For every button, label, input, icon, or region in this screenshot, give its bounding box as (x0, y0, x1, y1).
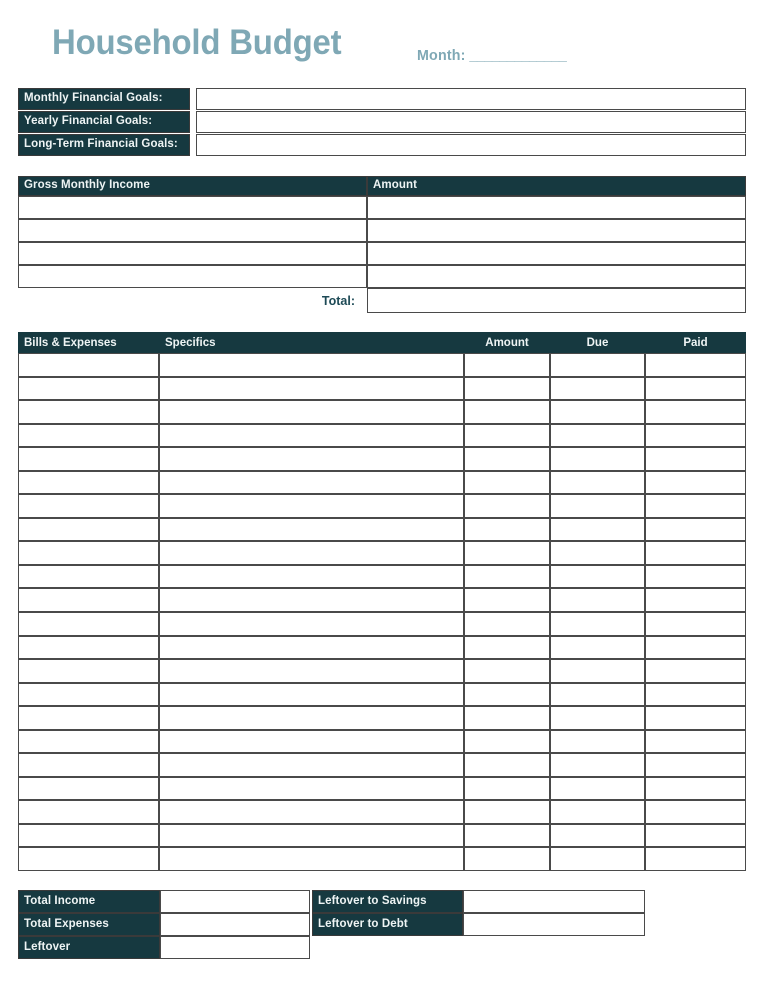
bill-cell[interactable] (18, 518, 159, 542)
month-label: Month: (417, 47, 466, 64)
specifics-cell[interactable] (159, 636, 464, 660)
specifics-cell[interactable] (159, 777, 464, 801)
bills-header-amount: Amount (464, 332, 550, 353)
bill-cell[interactable] (18, 659, 159, 683)
page-title: Household Budget (52, 23, 342, 62)
bill-cell[interactable] (18, 565, 159, 589)
table-row (18, 777, 746, 801)
amount-cell[interactable] (464, 471, 550, 495)
due-cell[interactable] (550, 541, 645, 565)
table-row (18, 730, 746, 754)
due-cell[interactable] (550, 447, 645, 471)
table-row (18, 424, 746, 448)
summary-value-leftover-to-debt[interactable] (463, 913, 645, 936)
summary-value-total-expenses[interactable] (160, 913, 310, 936)
bill-cell[interactable] (18, 612, 159, 636)
specifics-cell[interactable] (159, 565, 464, 589)
bill-cell[interactable] (18, 636, 159, 660)
paid-cell[interactable] (645, 353, 746, 377)
bill-cell[interactable] (18, 494, 159, 518)
income-source-cell[interactable] (18, 196, 367, 219)
page-header (0, 22, 768, 80)
due-cell[interactable] (550, 471, 645, 495)
amount-cell[interactable] (464, 377, 550, 401)
summary-value-leftover[interactable] (160, 936, 310, 959)
amount-cell[interactable] (464, 706, 550, 730)
summary-label-leftover-to-savings: Leftover to Savings (312, 890, 463, 913)
due-cell[interactable] (550, 588, 645, 612)
summary-label-total-income: Total Income (18, 890, 160, 913)
income-source-cell[interactable] (18, 265, 367, 288)
goal-label-yearly: Yearly Financial Goals: (18, 111, 190, 133)
paid-cell[interactable] (645, 494, 746, 518)
specifics-cell[interactable] (159, 377, 464, 401)
table-row (18, 471, 746, 495)
goal-input-yearly[interactable] (196, 111, 746, 133)
amount-cell[interactable] (464, 824, 550, 848)
summary-label-leftover-to-debt: Leftover to Debt (312, 913, 463, 936)
due-cell[interactable] (550, 659, 645, 683)
bill-cell[interactable] (18, 541, 159, 565)
income-amount-cell[interactable] (367, 242, 746, 265)
bill-cell[interactable] (18, 400, 159, 424)
bill-cell[interactable] (18, 777, 159, 801)
paid-cell[interactable] (645, 447, 746, 471)
bill-cell[interactable] (18, 730, 159, 754)
table-row (18, 518, 746, 542)
due-cell[interactable] (550, 800, 645, 824)
goal-row (18, 88, 746, 110)
specifics-cell[interactable] (159, 730, 464, 754)
amount-cell[interactable] (464, 777, 550, 801)
summary-label-leftover: Leftover (18, 936, 160, 959)
income-row (18, 219, 746, 242)
specifics-cell[interactable] (159, 824, 464, 848)
summary-value-total-income[interactable] (160, 890, 310, 913)
amount-cell[interactable] (464, 683, 550, 707)
paid-cell[interactable] (645, 847, 746, 871)
paid-cell[interactable] (645, 730, 746, 754)
goal-row (18, 134, 746, 156)
income-total-value[interactable] (367, 288, 746, 313)
bill-cell[interactable] (18, 847, 159, 871)
bill-cell[interactable] (18, 353, 159, 377)
amount-cell[interactable] (464, 730, 550, 754)
bill-cell[interactable] (18, 824, 159, 848)
amount-cell[interactable] (464, 636, 550, 660)
income-row (18, 265, 746, 288)
table-row (18, 683, 746, 707)
amount-cell[interactable] (464, 447, 550, 471)
table-row (18, 636, 746, 660)
bill-cell[interactable] (18, 683, 159, 707)
summary-row (18, 936, 746, 959)
paid-cell[interactable] (645, 824, 746, 848)
paid-cell[interactable] (645, 612, 746, 636)
due-cell[interactable] (550, 400, 645, 424)
table-row (18, 565, 746, 589)
due-cell[interactable] (550, 353, 645, 377)
income-source-cell[interactable] (18, 242, 367, 265)
table-row (18, 706, 746, 730)
specifics-cell[interactable] (159, 471, 464, 495)
summary-label-total-expenses: Total Expenses (18, 913, 160, 936)
specifics-cell[interactable] (159, 683, 464, 707)
specifics-cell[interactable] (159, 447, 464, 471)
bills-header-due: Due (550, 332, 645, 353)
amount-cell[interactable] (464, 588, 550, 612)
paid-cell[interactable] (645, 400, 746, 424)
bill-cell[interactable] (18, 753, 159, 777)
paid-cell[interactable] (645, 659, 746, 683)
goal-row (18, 111, 746, 133)
gross-monthly-income-table (18, 176, 746, 313)
amount-cell[interactable] (464, 424, 550, 448)
table-row (18, 753, 746, 777)
bill-cell[interactable] (18, 424, 159, 448)
table-row (18, 377, 746, 401)
bills-header-paid: Paid (645, 332, 746, 353)
table-row (18, 494, 746, 518)
income-amount-cell[interactable] (367, 196, 746, 219)
summary-row (18, 913, 746, 936)
bill-cell[interactable] (18, 800, 159, 824)
amount-cell[interactable] (464, 753, 550, 777)
paid-cell[interactable] (645, 683, 746, 707)
due-cell[interactable] (550, 847, 645, 871)
income-header-row (18, 176, 746, 196)
paid-cell[interactable] (645, 565, 746, 589)
due-cell[interactable] (550, 824, 645, 848)
goal-input-long-term[interactable] (196, 134, 746, 156)
income-header-amount: Amount (367, 176, 746, 196)
table-row (18, 612, 746, 636)
income-total-row (18, 288, 746, 313)
due-cell[interactable] (550, 424, 645, 448)
specifics-cell[interactable] (159, 753, 464, 777)
specifics-cell[interactable] (159, 612, 464, 636)
due-cell[interactable] (550, 683, 645, 707)
amount-cell[interactable] (464, 800, 550, 824)
specifics-cell[interactable] (159, 424, 464, 448)
table-row (18, 659, 746, 683)
specifics-cell[interactable] (159, 800, 464, 824)
amount-cell[interactable] (464, 541, 550, 565)
income-amount-cell[interactable] (367, 219, 746, 242)
goal-label-monthly: Monthly Financial Goals: (18, 88, 190, 110)
bill-cell[interactable] (18, 447, 159, 471)
due-cell[interactable] (550, 518, 645, 542)
income-amount-cell[interactable] (367, 265, 746, 288)
paid-cell[interactable] (645, 377, 746, 401)
specifics-cell[interactable] (159, 541, 464, 565)
specifics-cell[interactable] (159, 494, 464, 518)
amount-cell[interactable] (464, 353, 550, 377)
specifics-cell[interactable] (159, 706, 464, 730)
goal-label-long-term: Long-Term Financial Goals: (18, 134, 190, 156)
table-row (18, 447, 746, 471)
amount-cell[interactable] (464, 659, 550, 683)
amount-cell[interactable] (464, 847, 550, 871)
paid-cell[interactable] (645, 636, 746, 660)
amount-cell[interactable] (464, 494, 550, 518)
due-cell[interactable] (550, 706, 645, 730)
goal-input-monthly[interactable] (196, 88, 746, 110)
table-row (18, 353, 746, 377)
income-total-label: Total: (321, 293, 355, 308)
due-cell[interactable] (550, 777, 645, 801)
specifics-cell[interactable] (159, 588, 464, 612)
specifics-cell[interactable] (159, 353, 464, 377)
amount-cell[interactable] (464, 518, 550, 542)
income-row (18, 242, 746, 265)
bills-header-specifics: Specifics (159, 332, 464, 353)
due-cell[interactable] (550, 753, 645, 777)
bills-and-expenses-table (18, 332, 746, 871)
bills-body (18, 353, 746, 871)
due-cell[interactable] (550, 494, 645, 518)
financial-goals-section (18, 88, 746, 157)
paid-cell[interactable] (645, 471, 746, 495)
table-row (18, 588, 746, 612)
month-blank-line[interactable]: _____________ (469, 47, 567, 64)
due-cell[interactable] (550, 612, 645, 636)
paid-cell[interactable] (645, 424, 746, 448)
paid-cell[interactable] (645, 706, 746, 730)
due-cell[interactable] (550, 565, 645, 589)
specifics-cell[interactable] (159, 518, 464, 542)
paid-cell[interactable] (645, 518, 746, 542)
income-header-source: Gross Monthly Income (18, 176, 367, 196)
table-row (18, 400, 746, 424)
month-field[interactable] (417, 46, 566, 66)
specifics-cell[interactable] (159, 400, 464, 424)
income-source-cell[interactable] (18, 219, 367, 242)
paid-cell[interactable] (645, 588, 746, 612)
summary-section (18, 890, 746, 959)
bill-cell[interactable] (18, 588, 159, 612)
paid-cell[interactable] (645, 541, 746, 565)
bill-cell[interactable] (18, 377, 159, 401)
paid-cell[interactable] (645, 777, 746, 801)
paid-cell[interactable] (645, 753, 746, 777)
summary-row (18, 890, 746, 913)
income-row (18, 196, 746, 219)
due-cell[interactable] (550, 636, 645, 660)
bills-header-row (18, 332, 746, 353)
amount-cell[interactable] (464, 400, 550, 424)
paid-cell[interactable] (645, 800, 746, 824)
amount-cell[interactable] (464, 612, 550, 636)
amount-cell[interactable] (464, 565, 550, 589)
table-row (18, 541, 746, 565)
due-cell[interactable] (550, 377, 645, 401)
specifics-cell[interactable] (159, 659, 464, 683)
summary-value-leftover-to-savings[interactable] (463, 890, 645, 913)
due-cell[interactable] (550, 730, 645, 754)
table-row (18, 847, 746, 871)
bill-cell[interactable] (18, 706, 159, 730)
table-row (18, 824, 746, 848)
table-row (18, 800, 746, 824)
specifics-cell[interactable] (159, 847, 464, 871)
bill-cell[interactable] (18, 471, 159, 495)
bills-header-bills: Bills & Expenses (18, 332, 159, 353)
